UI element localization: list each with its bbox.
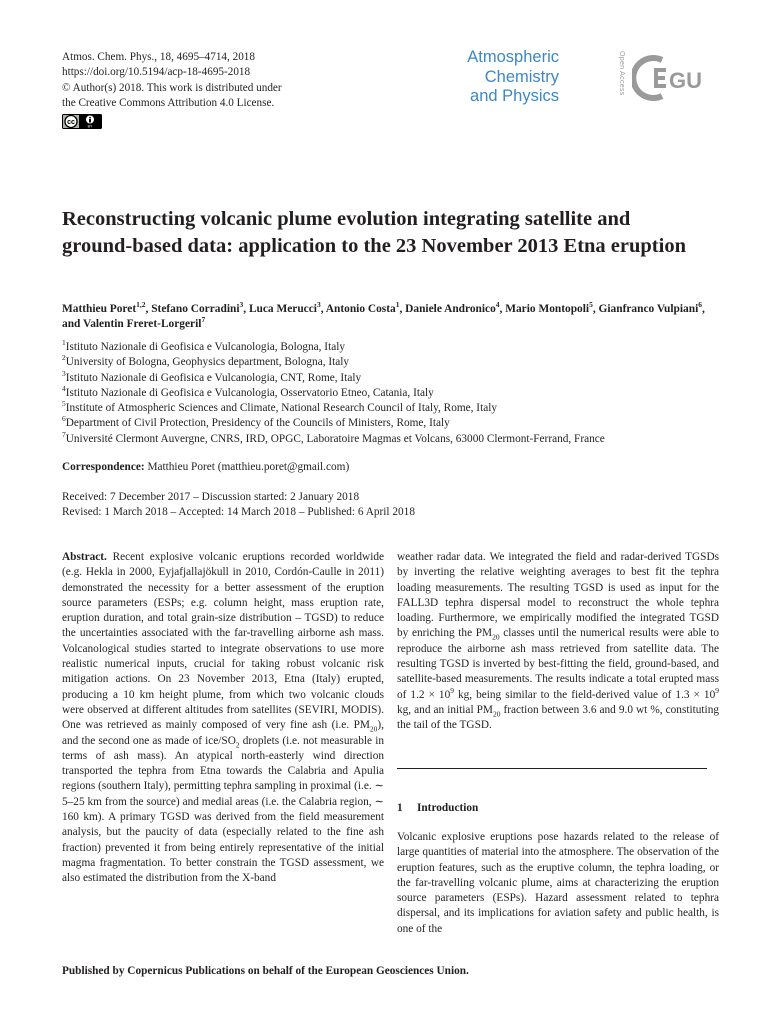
affiliation-text: Université Clermont Auvergne, CNRS, IRD, OPGC, Laboratoire Magmas et Volcans, 63000 Clermont-Ferrand, France <box>65 432 605 445</box>
publication-dates <box>62 490 415 521</box>
author-separator: , <box>399 303 406 315</box>
author-name: Gianfranco Vulpiani <box>598 303 699 315</box>
correspondence <box>62 461 349 473</box>
author-name: Mario Montopoli <box>505 303 590 315</box>
author-name: Stefano Corradini <box>151 303 240 315</box>
author-affiliation-number: 6 <box>698 300 702 310</box>
svg-text:GU: GU <box>669 68 702 93</box>
journal-logo[interactable] <box>467 48 712 110</box>
affiliation-line <box>62 432 722 447</box>
affiliation-line <box>62 386 722 401</box>
affiliation-line <box>62 355 722 370</box>
doi-link[interactable]: https://doi.org/10.5194/acp-18-4695-2018 <box>62 66 251 79</box>
author-separator: , <box>499 303 506 315</box>
author-name: Daniele Andronico <box>405 303 496 315</box>
revised-line: Revised: 1 March 2018 – Accepted: 14 March 2018 – Published: 6 April 2018 <box>62 506 415 519</box>
abstract-right-column <box>397 550 719 734</box>
affiliation-text: Istituto Nazionale di Geofisica e Vulcanologia, Osservatorio Etneo, Catania, Italy <box>65 386 434 399</box>
affiliation-number: 4 <box>62 384 66 394</box>
abstract-continued-text: weather radar data. We integrated the field and radar-derived TGSDs by inverting the relative weighting averages to best fit the tephra loading measurements. The resulting TGSD is used as input for the FALL3D tephra dispersal model to reconstruct the whole tephra loading. Furthermore, we empirically modified the integrated TGSD by enriching the $PM_{20}$ classes until the numerical results were able to reproduce the airborne ash mass retrieved from satellite data. The resulting TGSD is inverted by best-fitting the field, ground-based, and satellite-based measurements. The results indicate a total erupted mass of $1.2 \times 10^9$ kg, being similar to the field-derived value of $1.3 \times 10^9$ kg, and an initial $PM_{20}$ fraction between 3.6 and 9.0 wt %, constituting the tail of the TGSD. <box>397 551 719 732</box>
affiliation-number: 1 <box>62 338 66 348</box>
section-heading <box>397 802 478 814</box>
affiliation-line <box>62 401 722 416</box>
affiliation-text: Department of Civil Protection, Presidency of the Councils of Ministers, Rome, Italy <box>65 417 450 430</box>
author-affiliation-number: 3 <box>316 300 321 310</box>
license-line: the Creative Commons Attribution 4.0 License. <box>62 96 275 109</box>
paper-title: Reconstructing volcanic plume evolution integrating satellite and ground-based data: application to the 23 November 2013 Etna eruption <box>62 208 686 257</box>
author-separator: , and <box>62 303 705 331</box>
author-affiliation-number: 7 <box>201 315 206 325</box>
affiliation-text: Istituto Nazionale di Geofisica e Vulcanologia, CNT, Rome, Italy <box>65 371 362 384</box>
cc-by-license-icon[interactable] <box>62 114 102 129</box>
author-affiliation-number: 3 <box>239 300 244 310</box>
introduction-text: Volcanic explosive eruptions pose hazards related to the release of large quantities of material into the atmosphere. The observation of the eruption features, such as the eruptive column, the tephra loading, or the far-travelling volcanic plume, aims at characterizing the eruption source parameters (ESPs). Hazard assessment related to tephra dispersal, and its implications for aviation safety and public health, is one of the <box>397 831 719 935</box>
author-list <box>62 302 712 332</box>
affiliation-line <box>62 368 722 386</box>
affiliation-number: 3 <box>62 368 66 378</box>
egu-logo-icon <box>632 50 712 106</box>
section-title: Introduction <box>417 802 479 814</box>
affiliations <box>62 340 722 447</box>
author-name: Luca Merucci <box>248 303 317 315</box>
svg-text:BY: BY <box>87 124 93 129</box>
author-name: Valentin Freret-Lorgeril <box>83 318 202 331</box>
copyright-line: © Author(s) 2018. This work is distributed under <box>62 81 282 94</box>
correspondence-label: Correspondence: <box>62 461 145 473</box>
affiliation-text: Istituto Nazionale di Geofisica e Vulcanologia, Bologna, Italy <box>65 341 346 353</box>
citation-header <box>62 50 282 111</box>
correspondence-text: Matthieu Poret (matthieu.poret@gmail.com) <box>144 461 350 473</box>
section-divider <box>397 768 707 769</box>
publisher-footer: Published by Copernicus Publications on behalf of the European Geosciences Union. <box>62 965 469 977</box>
svg-text:cc: cc <box>67 119 75 126</box>
affiliation-number: 7 <box>62 430 66 440</box>
abstract-left-column <box>62 550 384 887</box>
affiliation-number: 6 <box>62 414 66 424</box>
author-affiliation-number: 4 <box>495 300 500 310</box>
section-number: 1 <box>397 802 403 814</box>
author-separator: , <box>592 303 599 315</box>
received-line: Received: 7 December 2017 – Discussion started: 2 January 2018 <box>62 491 360 503</box>
abstract-label: Abstract. <box>62 551 107 563</box>
journal-name: Atmospheric Chemistry and Physics <box>467 48 559 105</box>
affiliation-line <box>62 340 722 355</box>
affiliation-text: University of Bologna, Geophysics department, Bologna, Italy <box>65 356 350 369</box>
author-separator: , <box>243 303 249 315</box>
abstract-text: Recent explosive volcanic eruptions recorded worldwide (e.g. Hekla in 2000, Eyjafjallajökull in 2010, Cordón-Caulle in 2011) demonstrated the necessity for a better assessment of the eruption source parameters (ESPs; e.g. column height, mass eruption rate, eruption duration, and total grain-size distribution – TGSD) to reduce the uncertainties associated with the far-travelling airborne ash mass. Volcanological studies started to integrate observations to use more realistic numerical inputs, crucial for taking robust volcanic risk mitigation actions. On 23 November 2013, Etna (Italy) erupted, producing a 10 km height plume, from which two volcanic clouds were observed at different altitudes from satellites (SEVIRI, MODIS). One was retrieved as mainly composed of very fine ash (i.e. $PM_{20}$), and the second one as made of ice/$SO_2$ droplets (i.e. not measurable in terms of ash mass). An atypical north-easterly wind direction transported the tephra from Etna towards the Calabria and Apulia regions (southern Italy), permitting tephra sampling in proximal (i.e. ∼ 5–25 km from the source) and medial areas (i.e. the Calabria region, ∼ 160 km). A primary TGSD was derived from the field measurement analysis, but the paucity of data (especially related to the fine ash fraction) prevented it from being entirely representative of the initial magma fragmentation. To better constrain the TGSD assessment, we also estimated the distribution from the X-band <box>62 551 385 885</box>
author-name: Matthieu Poret <box>62 303 137 315</box>
introduction-column <box>397 830 719 937</box>
author-affiliation-number: 5 <box>589 300 593 310</box>
affiliation-text: Institute of Atmospheric Sciences and Climate, National Research Council of Italy, Rome, Italy <box>65 402 498 415</box>
open-access-label: Open Access <box>618 51 625 96</box>
affiliation-line <box>62 416 722 431</box>
author-separator: , <box>320 303 326 315</box>
author-affiliation-number: 1 <box>395 300 400 310</box>
author-separator: , <box>145 303 152 315</box>
abstract-paragraph <box>62 550 384 887</box>
citation-line: Atmos. Chem. Phys., 18, 4695–4714, 2018 <box>62 51 255 63</box>
author-name: Antonio Costa <box>325 303 396 315</box>
author-affiliation-number: 1,2 <box>136 300 146 310</box>
affiliation-number: 2 <box>62 353 66 363</box>
affiliation-number: 5 <box>62 399 66 409</box>
